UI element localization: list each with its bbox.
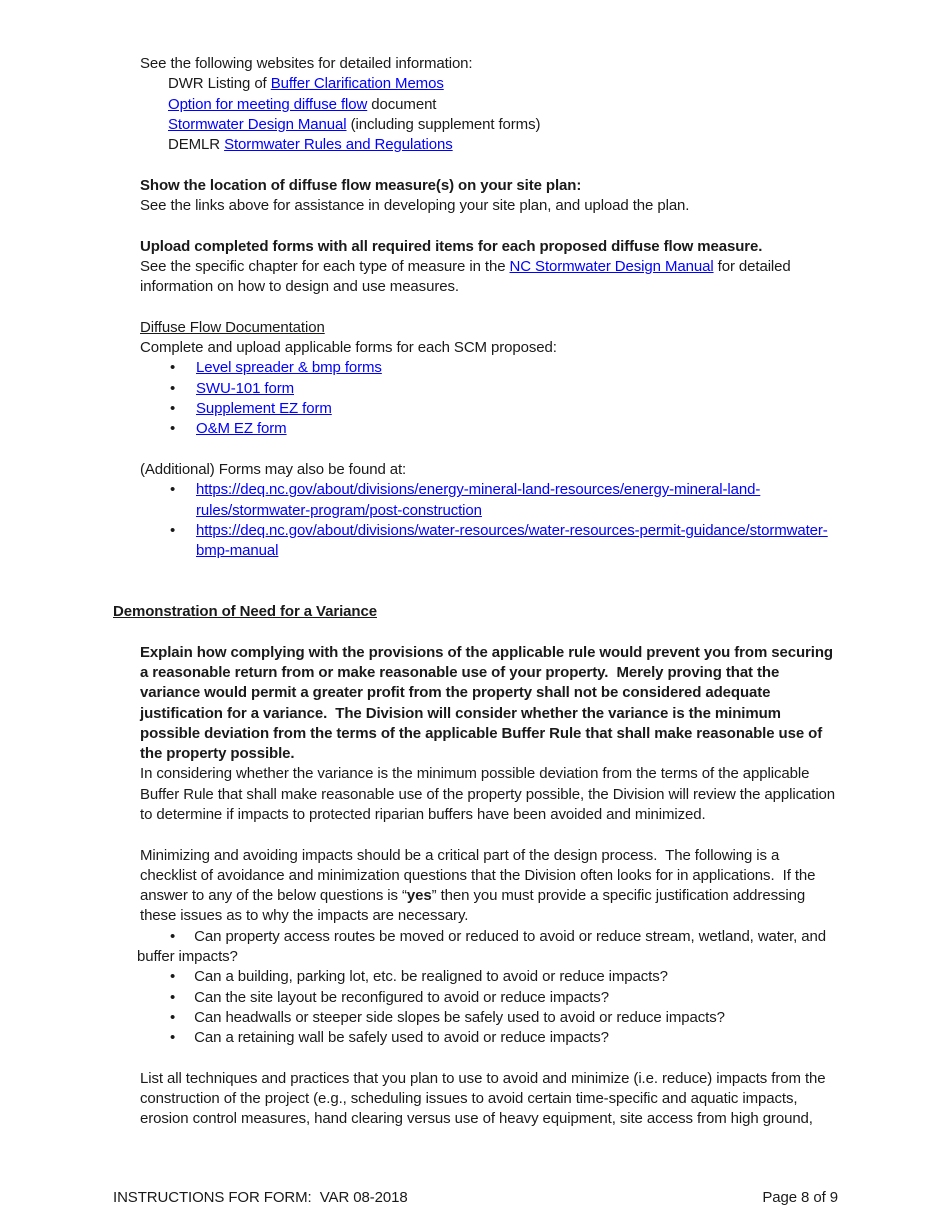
site-plan-body: See the links above for assistance in developing your site plan, and upload the plan. bbox=[140, 197, 690, 215]
spacer bbox=[113, 216, 838, 236]
link-swu-101-form[interactable]: SWU-101 form bbox=[196, 379, 294, 397]
spacer bbox=[113, 155, 838, 175]
bullet-icon: • bbox=[170, 988, 176, 1006]
list-item bbox=[137, 988, 838, 1008]
site-plan-heading: Show the location of diffuse flow measure(s) on your site plan: bbox=[140, 176, 582, 194]
minimizing-paragraph-suffix: ” then you must provide a specific justification addressing these issues as to why the impacts are necessary. bbox=[140, 887, 810, 925]
link-option-meeting-diffuse-flow[interactable]: Option for meeting diffuse flow bbox=[168, 95, 368, 113]
list-item bbox=[137, 1008, 838, 1028]
link-level-spreader-bmp-forms[interactable]: Level spreader & bmp forms bbox=[196, 359, 382, 377]
variance-heading: Demonstration of Need for a Variance bbox=[113, 603, 377, 621]
website-item bbox=[168, 74, 838, 94]
additional-forms-intro: (Additional) Forms may also be found at: bbox=[140, 460, 407, 478]
list-item bbox=[170, 379, 838, 399]
bullet-icon: • bbox=[170, 420, 176, 438]
website-item-prefix: DEMLR bbox=[168, 136, 225, 154]
bullet-icon: • bbox=[170, 521, 176, 539]
bullet-icon: • bbox=[170, 968, 176, 986]
bullet-icon: • bbox=[170, 379, 176, 397]
diffuse-flow-docs-heading: Diffuse Flow Documentation bbox=[140, 318, 325, 336]
link-stormwater-design-manual[interactable]: Stormwater Design Manual bbox=[168, 115, 347, 133]
spacer bbox=[113, 298, 838, 318]
bullet-icon: • bbox=[170, 1029, 176, 1047]
variance-explain-paragraph: Explain how complying with the provisions of the applicable rule would prevent you from securing a reasonable return from or make reasonable use of your property. Merely proving that the variance would permit a greater profit from the property shall not be considered adequate justification for a variance. The Division will consider whether the variance is the minimum possible deviation from the terms of the applicable Buffer Rule that shall make reasonable use of the property possible. bbox=[140, 643, 838, 763]
list-item bbox=[170, 480, 838, 521]
additional-forms-list bbox=[113, 480, 838, 561]
upload-forms-body-suffix: for detailed information on how to design and use measures. bbox=[140, 257, 795, 296]
spacer bbox=[113, 440, 838, 460]
link-om-ez-form[interactable]: O&M EZ form bbox=[196, 420, 287, 438]
website-item bbox=[168, 135, 838, 155]
bullet-icon: • bbox=[170, 1008, 176, 1026]
yes-emphasis: yes bbox=[406, 887, 432, 905]
bullet-icon: • bbox=[170, 400, 176, 418]
spacer bbox=[113, 622, 838, 642]
avoidance-checklist bbox=[113, 927, 838, 1049]
checklist-question: Can a retaining wall be safely used to avoid or reduce impacts? bbox=[194, 1029, 609, 1047]
list-item bbox=[170, 419, 838, 439]
list-item bbox=[170, 521, 838, 562]
list-item bbox=[137, 1028, 838, 1048]
list-item bbox=[170, 399, 838, 419]
variance-considering-paragraph: In considering whether the variance is the minimum possible deviation from the terms of the applicable Buffer Rule that shall make reasonable use of the property possible, the Division will review the application to determine if impacts to protected riparian buffers have been avoided and minimized. bbox=[140, 765, 840, 823]
link-deq-post-construction-url[interactable]: https://deq.nc.gov/about/divisions/energy-mineral-land-resources/energy-mineral-land-rules/stormwater-program/post-construction bbox=[196, 481, 761, 519]
spacer bbox=[113, 582, 838, 602]
website-item-suffix: document bbox=[367, 95, 437, 113]
bullet-icon: • bbox=[170, 359, 176, 377]
link-supplement-ez-form[interactable]: Supplement EZ form bbox=[196, 400, 332, 418]
checklist-question: Can the site layout be reconfigured to avoid or reduce impacts? bbox=[194, 988, 609, 1006]
website-item bbox=[168, 115, 838, 135]
techniques-paragraph: List all techniques and practices that you plan to use to avoid and minimize (i.e. reduce) impacts from the construction of the project (e.g., scheduling issues to avoid certain time-specific and aquatic impacts, erosion control measures, hand clearing versus use of heavy equipment, site access from high ground, bbox=[140, 1069, 830, 1128]
list-item bbox=[137, 927, 838, 968]
minimizing-paragraph bbox=[140, 846, 838, 927]
list-item bbox=[170, 358, 838, 378]
diffuse-flow-docs-body: Complete and upload applicable forms for each SCM proposed: bbox=[140, 339, 557, 357]
link-nc-stormwater-design-manual[interactable]: NC Stormwater Design Manual bbox=[509, 257, 714, 275]
spacer bbox=[113, 561, 838, 581]
spacer bbox=[113, 1049, 838, 1069]
upload-forms-body bbox=[140, 257, 838, 298]
spacer bbox=[113, 825, 838, 845]
link-stormwater-rules-regulations[interactable]: Stormwater Rules and Regulations bbox=[224, 136, 453, 154]
list-item bbox=[137, 967, 838, 987]
footer-form-id: INSTRUCTIONS FOR FORM: VAR 08-2018 bbox=[113, 1189, 408, 1206]
upload-forms-heading: Upload completed forms with all required items for each proposed diffuse flow measure. bbox=[140, 237, 763, 255]
link-deq-bmp-manual-url[interactable]: https://deq.nc.gov/about/divisions/water-resources/water-resources-permit-guidance/stormwater-bmp-manual bbox=[196, 521, 828, 560]
bullet-icon: • bbox=[170, 481, 176, 499]
bullet-icon: • bbox=[170, 927, 176, 945]
link-buffer-clarification-memos[interactable]: Buffer Clarification Memos bbox=[270, 75, 444, 93]
minimizing-paragraph-prefix: Minimizing and avoiding impacts should be a critical part of the design process. The following is a checklist of avoidance and minimization questions that the Division often looks for in applications. If the answer to any of the below questions is “ bbox=[140, 846, 820, 905]
scm-forms-list bbox=[113, 358, 838, 439]
website-list bbox=[168, 74, 838, 155]
website-item-prefix: DWR Listing of bbox=[168, 75, 271, 93]
checklist-question: Can property access routes be moved or reduced to avoid or reduce stream, wetland, water, and buffer impacts? bbox=[137, 927, 831, 966]
footer-page-number: Page 8 of 9 bbox=[762, 1189, 838, 1206]
website-item bbox=[168, 95, 838, 115]
intro-line: See the following websites for detailed information: bbox=[140, 55, 473, 72]
checklist-question: Can headwalls or steeper side slopes be safely used to avoid or reduce impacts? bbox=[194, 1008, 725, 1026]
checklist-question: Can a building, parking lot, etc. be realigned to avoid or reduce impacts? bbox=[194, 968, 668, 986]
website-item-suffix: (including supplement forms) bbox=[346, 115, 541, 133]
page-footer bbox=[113, 1188, 838, 1208]
upload-forms-body-prefix: See the specific chapter for each type of measure in the bbox=[140, 257, 510, 275]
